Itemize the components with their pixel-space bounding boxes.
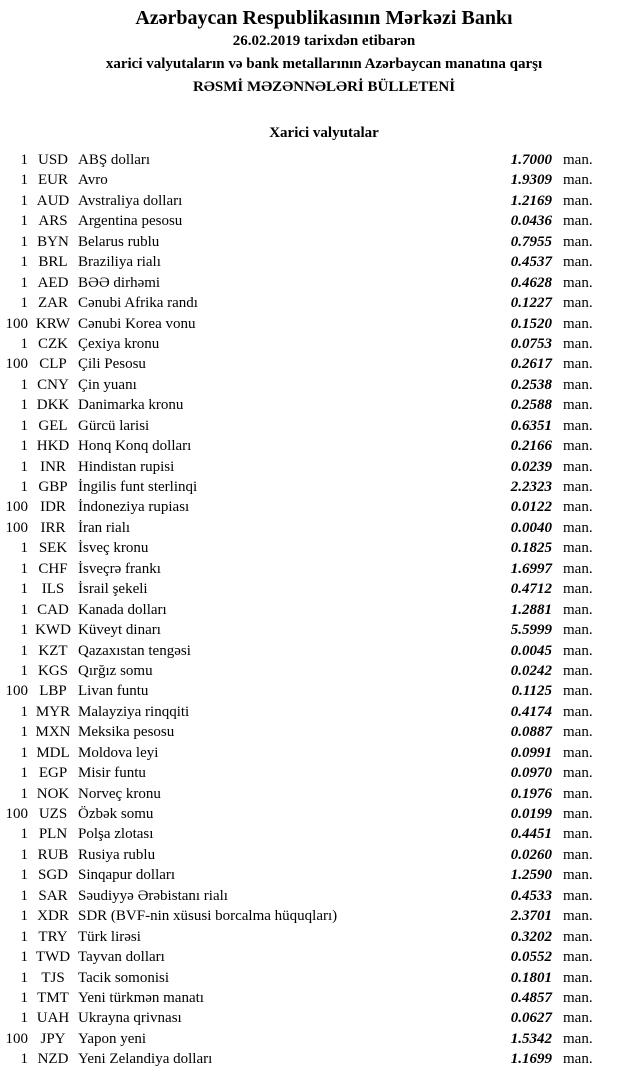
currency-name: İngilis funt sterlinqi — [78, 479, 198, 495]
currency-unit-label: man. — [563, 1030, 593, 1047]
currency-unit-label: man. — [563, 458, 593, 475]
currency-quantity: 1 — [20, 867, 28, 884]
currency-rate: 0.0970 — [510, 765, 552, 782]
currency-unit-label: man. — [563, 1051, 593, 1068]
currency-row — [0, 395, 597, 415]
currency-rate: 0.0887 — [510, 724, 552, 741]
currency-row — [0, 518, 597, 538]
currency-code: ARS — [38, 213, 68, 230]
bulletin-title: RƏSMİ MƏZƏNNƏLƏRİ BÜLLETENİ — [192, 79, 456, 95]
currency-row — [0, 763, 597, 783]
currency-name: İsveçrə frankı — [78, 560, 161, 577]
currency-row — [0, 681, 597, 701]
currency-code: NZD — [37, 1051, 69, 1068]
currency-unit-label: man. — [563, 581, 593, 598]
currency-quantity: 1 — [20, 213, 28, 230]
currency-unit-label: man. — [563, 785, 593, 802]
currency-rate: 0.3202 — [510, 928, 552, 945]
currency-quantity: 1 — [20, 560, 28, 577]
currency-code: HKD — [36, 438, 70, 455]
currency-row — [0, 436, 597, 456]
currency-name: Çexiya kronu — [78, 335, 160, 352]
currency-quantity: 1 — [20, 335, 28, 352]
currency-unit-label: man. — [563, 397, 593, 414]
currency-rate: 0.2166 — [510, 438, 552, 455]
currency-rate: 1.7000 — [510, 152, 552, 168]
currency-row — [0, 947, 597, 967]
currency-rate: 1.2169 — [510, 192, 552, 209]
currency-code: IDR — [40, 499, 66, 516]
currency-unit-label: man. — [563, 479, 593, 495]
currency-unit-label: man. — [563, 315, 593, 332]
currency-code: RUB — [37, 846, 69, 863]
currency-row — [0, 191, 597, 211]
currency-rate: 0.4857 — [510, 989, 552, 1006]
currency-unit-label: man. — [563, 744, 593, 761]
currency-name: Çin yuanı — [78, 376, 137, 393]
currency-quantity: 1 — [20, 846, 28, 863]
currency-quantity: 1 — [20, 642, 28, 659]
currency-name: Türk lirəsi — [78, 928, 141, 945]
currency-name: Çili Pesosu — [78, 356, 146, 373]
currency-name: Belarus rublu — [78, 233, 160, 250]
currency-rate: 0.0627 — [510, 1010, 552, 1027]
currency-code: IRR — [40, 519, 66, 536]
currency-quantity: 1 — [20, 417, 28, 434]
currency-name: Braziliya rialı — [78, 254, 161, 271]
currency-quantity: 1 — [20, 826, 28, 843]
currency-quantity: 1 — [20, 479, 28, 495]
currency-unit-label: man. — [563, 519, 593, 536]
currency-quantity: 1 — [20, 989, 28, 1006]
currency-unit-label: man. — [563, 846, 593, 863]
currency-code: GBP — [38, 479, 68, 495]
currency-unit-label: man. — [563, 152, 593, 168]
currency-name: Hindistan rupisi — [78, 458, 175, 475]
currency-unit-label: man. — [563, 213, 593, 230]
currency-code: NOK — [36, 785, 70, 802]
currency-row — [0, 150, 597, 170]
currency-row — [0, 927, 597, 947]
currency-name: Argentina pesosu — [78, 213, 183, 230]
currency-name: Gürcü larisi — [78, 417, 150, 434]
currency-name: Honq Konq dolları — [78, 438, 192, 455]
currency-unit-label: man. — [563, 806, 593, 822]
currency-unit-label: man. — [563, 274, 593, 291]
currency-rate: 0.0552 — [510, 949, 552, 966]
currency-unit-label: man. — [563, 887, 593, 904]
currency-code: AED — [37, 274, 69, 291]
currency-row — [0, 314, 597, 334]
currency-quantity: 1 — [20, 254, 28, 271]
currency-code: CNY — [37, 376, 69, 393]
currency-code: TJS — [41, 969, 65, 986]
currency-name: İsveç kronu — [78, 540, 149, 557]
currency-name: İsrail şekeli — [78, 581, 148, 598]
currency-code: EGP — [38, 765, 68, 782]
currency-name: İran rialı — [78, 519, 131, 536]
currency-name: Livan funtu — [78, 683, 149, 700]
currency-quantity: 1 — [20, 969, 28, 986]
currency-name: Yapon yeni — [78, 1030, 147, 1047]
currency-row — [0, 273, 597, 293]
currency-row — [0, 354, 597, 374]
currency-row — [0, 497, 597, 517]
currency-code: MYR — [35, 703, 71, 720]
currency-row — [0, 722, 597, 742]
currency-code: DKK — [36, 397, 70, 414]
currency-row — [0, 334, 597, 354]
currency-quantity: 1 — [20, 458, 28, 475]
currency-code: BRL — [38, 254, 68, 271]
currency-row — [0, 620, 597, 640]
currency-row — [0, 416, 597, 436]
currency-unit-label: man. — [563, 172, 593, 189]
currency-unit-label: man. — [563, 908, 593, 925]
currency-row — [0, 743, 597, 763]
currency-rate: 0.1227 — [510, 295, 552, 312]
currency-rate: 0.2588 — [510, 397, 552, 414]
currency-rate: 5.5999 — [510, 622, 552, 639]
scope-line: xarici valyutaların və bank metallarının Azərbaycan manatına qarşı — [105, 56, 543, 72]
currency-quantity: 1 — [20, 1051, 28, 1068]
currency-unit-label: man. — [563, 949, 593, 966]
bank-name: Azərbaycan Respublikasının Mərkəzi Bankı — [135, 7, 513, 29]
currency-quantity: 1 — [20, 295, 28, 312]
currency-name: Cənubi Korea vonu — [78, 315, 196, 332]
currency-name: Ukrayna qrivnası — [78, 1010, 182, 1027]
currency-name: Rusiya rublu — [78, 846, 156, 863]
currency-code: MDL — [36, 744, 70, 761]
currency-row — [0, 579, 597, 599]
currency-code: KWD — [35, 622, 71, 639]
currency-quantity: 100 — [5, 499, 28, 516]
currency-row — [0, 232, 597, 252]
currency-quantity: 1 — [20, 765, 28, 782]
currency-row — [0, 293, 597, 313]
currency-quantity: 1 — [20, 581, 28, 598]
currency-rate: 0.7955 — [510, 233, 552, 250]
currency-rate: 0.0436 — [510, 213, 552, 230]
currency-quantity: 1 — [20, 622, 28, 639]
currency-rate: 0.0753 — [510, 335, 552, 352]
currency-name: ABŞ dolları — [78, 152, 151, 168]
currency-name: Misir funtu — [78, 765, 146, 782]
currency-name: Tayvan dolları — [78, 949, 165, 966]
currency-row — [0, 600, 597, 620]
currency-unit-label: man. — [563, 703, 593, 720]
currency-unit-label: man. — [563, 928, 593, 945]
currency-unit-label: man. — [563, 295, 593, 312]
currency-name: Avstraliya dolları — [78, 192, 183, 209]
currency-code: MXN — [35, 724, 71, 741]
currency-quantity: 1 — [20, 274, 28, 291]
currency-row — [0, 477, 597, 497]
currency-quantity: 100 — [5, 1030, 28, 1047]
currency-quantity: 1 — [20, 397, 28, 414]
currency-quantity: 1 — [20, 438, 28, 455]
currency-code: BYN — [37, 233, 69, 250]
currency-rate: 0.4628 — [510, 274, 552, 291]
currency-row — [0, 988, 597, 1008]
currency-row — [0, 661, 597, 681]
currency-rate: 0.1825 — [510, 540, 552, 557]
currency-name: Meksika pesosu — [78, 724, 175, 741]
currency-rate: 0.1976 — [510, 785, 552, 802]
currency-unit-label: man. — [563, 683, 593, 700]
currency-row — [0, 824, 597, 844]
currency-code: SAR — [38, 887, 68, 904]
currency-code: JPY — [40, 1030, 66, 1047]
currency-row — [0, 865, 597, 885]
currency-unit-label: man. — [563, 376, 593, 393]
currency-name: SDR (BVF-nin xüsusi borcalma hüquqları) — [78, 908, 338, 925]
currency-unit-label: man. — [563, 417, 593, 434]
currency-row — [0, 845, 597, 865]
currency-name: Yeni türkmən manatı — [78, 989, 204, 1006]
currency-unit-label: man. — [563, 724, 593, 741]
currency-code: TRY — [38, 928, 68, 945]
currency-name: İndoneziya rupiası — [78, 499, 190, 516]
effective-date: 26.02.2019 tarixdən etibarən — [232, 33, 416, 49]
currency-row — [0, 559, 597, 579]
currency-code: UZS — [38, 806, 68, 822]
currency-name: Avro — [78, 172, 108, 189]
currency-rate: 0.0991 — [510, 744, 552, 761]
currency-row — [0, 538, 597, 558]
currency-name: Qırğız somu — [78, 662, 153, 679]
currency-rate: 2.2323 — [510, 479, 552, 495]
currency-row — [0, 457, 597, 477]
currency-rate: 0.0260 — [510, 846, 552, 863]
currency-name: BƏƏ dirhəmi — [78, 274, 161, 291]
currency-name: Cənubi Afrika randı — [78, 295, 198, 312]
document-header — [0, 0, 620, 99]
currency-name: Norveç kronu — [78, 785, 161, 802]
currency-rate: 0.4537 — [510, 254, 552, 271]
currency-quantity: 1 — [20, 540, 28, 557]
currency-code: XDR — [37, 908, 69, 925]
currency-unit-label: man. — [563, 254, 593, 271]
currency-code: EUR — [38, 172, 68, 189]
currency-quantity: 1 — [20, 376, 28, 393]
currency-quantity: 1 — [20, 887, 28, 904]
section-title: Xarici valyutalar — [269, 125, 379, 141]
currency-code: AUD — [36, 192, 70, 209]
currency-rate: 1.2590 — [510, 867, 552, 884]
currency-rate: 0.0040 — [510, 519, 552, 536]
currency-rate: 1.5342 — [510, 1030, 552, 1047]
currency-code: TMT — [37, 989, 69, 1006]
currency-unit-label: man. — [563, 867, 593, 884]
currency-unit-label: man. — [563, 989, 593, 1006]
currency-quantity: 100 — [5, 683, 28, 700]
currency-name: Danimarka kronu — [78, 397, 184, 414]
currency-code: CAD — [37, 601, 69, 618]
currency-unit-label: man. — [563, 560, 593, 577]
currency-row — [0, 804, 597, 824]
currency-quantity: 1 — [20, 744, 28, 761]
currency-unit-label: man. — [563, 969, 593, 986]
currency-rate: 0.2538 — [510, 376, 552, 393]
currency-code: KZT — [38, 642, 68, 659]
currency-rate: 0.0239 — [510, 458, 552, 475]
currency-name: Tacik somonisi — [78, 969, 170, 986]
currency-name: Sinqapur dolları — [78, 867, 176, 884]
currency-rate: 2.3701 — [510, 908, 552, 925]
currency-quantity: 100 — [5, 315, 28, 332]
currency-name: Kanada dolları — [78, 601, 167, 618]
currency-quantity: 100 — [5, 806, 28, 822]
currency-rate: 0.2617 — [510, 356, 552, 373]
currency-row — [0, 1029, 597, 1049]
currency-code: CZK — [38, 335, 68, 352]
currency-name: Qazaxıstan tengəsi — [78, 642, 191, 659]
currency-unit-label: man. — [563, 438, 593, 455]
currency-unit-label: man. — [563, 765, 593, 782]
currency-code: ZAR — [38, 295, 68, 312]
currency-unit-label: man. — [563, 192, 593, 209]
currency-code: ILS — [41, 581, 65, 598]
currency-name: Özbək somu — [78, 806, 154, 822]
currency-rate: 1.1699 — [510, 1051, 552, 1068]
currency-code: SGD — [37, 867, 68, 884]
currency-row — [0, 784, 597, 804]
currency-unit-label: man. — [563, 826, 593, 843]
currency-unit-label: man. — [563, 499, 593, 516]
currency-rate: 0.0122 — [510, 499, 552, 516]
currency-row — [0, 170, 597, 190]
currency-rate: 0.4712 — [510, 581, 552, 598]
currency-rate: 1.9309 — [510, 172, 552, 189]
currency-rate: 0.4533 — [510, 887, 552, 904]
currency-quantity: 1 — [20, 908, 28, 925]
currency-code: USD — [37, 152, 68, 168]
currency-code: KRW — [35, 315, 71, 332]
currency-unit-label: man. — [563, 335, 593, 352]
currency-code: CLP — [39, 356, 67, 373]
currency-rate: 0.0242 — [510, 662, 552, 679]
currency-unit-label: man. — [563, 233, 593, 250]
currency-code: SEK — [38, 540, 68, 557]
currency-code: TWD — [35, 949, 71, 966]
currency-code: KGS — [37, 662, 68, 679]
currency-code: PLN — [38, 826, 68, 843]
currency-quantity: 1 — [20, 172, 28, 189]
currency-quantity: 1 — [20, 949, 28, 966]
currency-rate: 0.4451 — [510, 826, 552, 843]
currency-rate: 1.6997 — [510, 560, 552, 577]
currency-name: Yeni Zelandiya dolları — [78, 1051, 213, 1068]
currency-quantity: 1 — [20, 662, 28, 679]
currency-quantity: 1 — [20, 192, 28, 209]
currency-quantity: 1 — [20, 233, 28, 250]
currency-name: Malayziya rinqqiti — [78, 703, 190, 720]
currency-quantity: 1 — [20, 785, 28, 802]
currency-quantity: 1 — [20, 152, 28, 168]
currency-row — [0, 641, 597, 661]
currency-quantity: 1 — [20, 1010, 28, 1027]
currency-unit-label: man. — [563, 1010, 593, 1027]
currency-unit-label: man. — [563, 540, 593, 557]
currency-rate: 1.2881 — [510, 601, 552, 618]
currency-rate: 0.1125 — [511, 683, 552, 700]
currency-row — [0, 252, 597, 272]
currency-rate: 0.0045 — [510, 642, 552, 659]
currency-code: CHF — [38, 560, 68, 577]
currency-name: Küveyt dinarı — [78, 622, 161, 639]
currency-row — [0, 375, 597, 395]
currency-code: UAH — [36, 1010, 70, 1027]
currency-rate: 0.4174 — [510, 703, 552, 720]
currency-unit-label: man. — [563, 356, 593, 373]
currency-row — [0, 968, 597, 988]
currency-rate: 0.1520 — [510, 315, 552, 332]
currency-quantity: 1 — [20, 724, 28, 741]
currency-unit-label: man. — [563, 622, 593, 639]
currency-name: Səudiyyə Ərəbistanı rialı — [78, 887, 228, 904]
currency-rate: 0.0199 — [510, 806, 552, 822]
currency-rate: 0.6351 — [510, 417, 552, 434]
currency-quantity: 1 — [20, 601, 28, 618]
rates-table — [0, 150, 620, 1070]
currency-row — [0, 906, 597, 926]
currency-unit-label: man. — [563, 601, 593, 618]
currency-row — [0, 211, 597, 231]
currency-row — [0, 1049, 597, 1069]
currency-code: GEL — [38, 417, 68, 434]
currency-name: Moldova leyi — [78, 744, 159, 761]
currency-name: Polşa zlotası — [78, 826, 154, 843]
currency-unit-label: man. — [563, 642, 593, 659]
currency-row — [0, 702, 597, 722]
currency-quantity: 100 — [5, 519, 28, 536]
currency-row — [0, 1008, 597, 1028]
currency-quantity: 1 — [20, 928, 28, 945]
currency-unit-label: man. — [563, 662, 593, 679]
currency-row — [0, 886, 597, 906]
currency-quantity: 100 — [5, 356, 28, 373]
currency-quantity: 1 — [20, 703, 28, 720]
currency-code: INR — [40, 458, 66, 475]
currency-rate: 0.1801 — [510, 969, 552, 986]
currency-code: LBP — [39, 683, 67, 700]
